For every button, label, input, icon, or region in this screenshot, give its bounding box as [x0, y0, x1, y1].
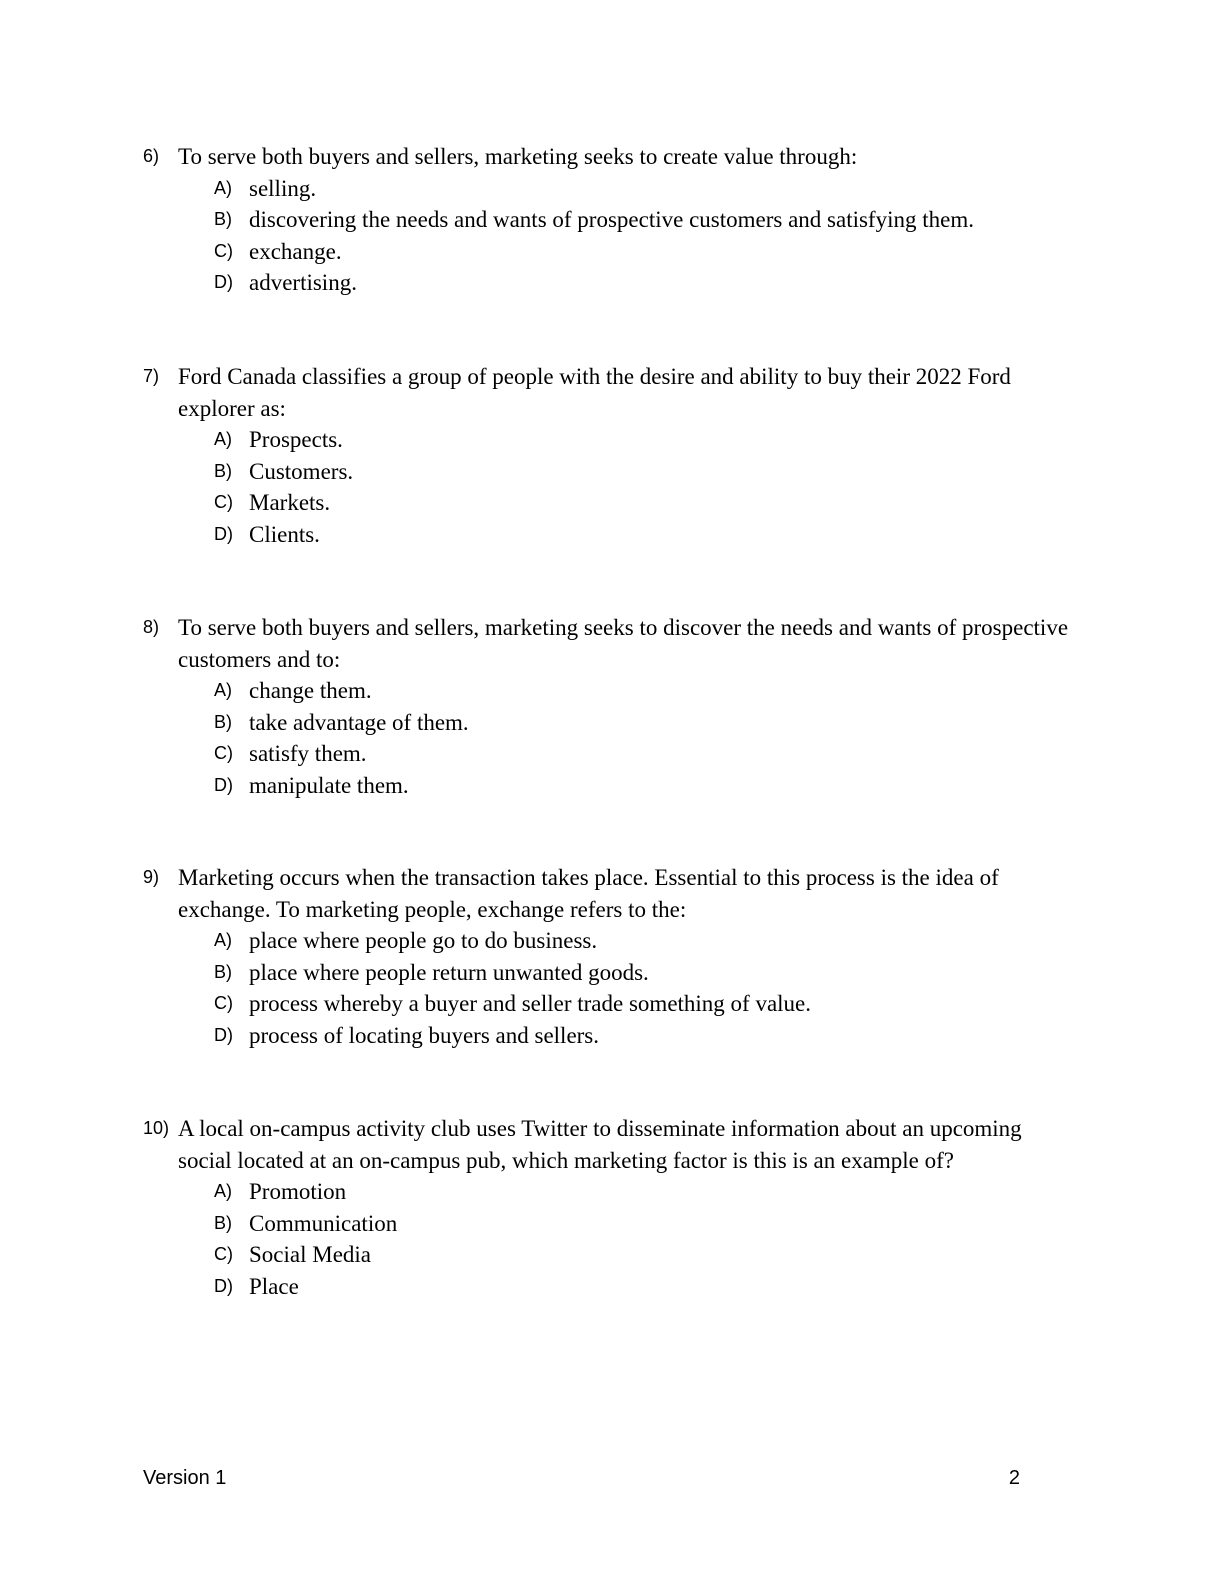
- question-number: 9): [143, 867, 160, 887]
- answer-options: [143, 173, 1073, 299]
- option-letter: B): [214, 961, 232, 982]
- answer-options: [143, 424, 1073, 550]
- option-letter: A): [214, 680, 232, 700]
- footer-page-number: 2: [1008, 1467, 1020, 1489]
- answer-options: [143, 675, 1073, 801]
- option-text: selling.: [249, 175, 317, 201]
- answer-option-d: [143, 770, 1073, 802]
- question-9: [143, 862, 1073, 1051]
- option-text: advertising.: [249, 270, 357, 295]
- option-text: Place: [249, 1273, 299, 1299]
- option-letter: A): [214, 177, 232, 198]
- option-letter: D): [214, 272, 233, 292]
- answer-option-c: [143, 738, 1073, 770]
- answer-option-c: [143, 487, 1073, 519]
- question-6: [143, 141, 1073, 299]
- answer-option-d: [143, 1271, 1073, 1303]
- question-number: 7): [143, 366, 160, 386]
- question-text: A local on-campus activity club uses Twitter to disseminate information about an upcoming social located at an on-campus pub, which marketing factor is this is an example of?: [178, 1116, 1022, 1173]
- answer-option-c: [143, 236, 1073, 268]
- option-text: Customers.: [249, 458, 354, 484]
- answer-option-d: [143, 1020, 1073, 1052]
- option-text: process of locating buyers and sellers.: [249, 1022, 600, 1048]
- question-stem: [143, 612, 1073, 675]
- option-text: manipulate them.: [249, 772, 409, 798]
- answer-option-a: [143, 925, 1073, 957]
- option-text: place where people go to do business.: [249, 928, 598, 953]
- answer-option-a: [143, 424, 1073, 456]
- question-stem: [143, 1113, 1073, 1176]
- option-text: Prospects.: [249, 427, 343, 452]
- answer-option-b: [143, 204, 1073, 236]
- answer-option-b: [143, 957, 1073, 989]
- answer-options: [143, 925, 1073, 1051]
- option-text: process whereby a buyer and seller trade something of value.: [249, 991, 812, 1016]
- question-text: To serve both buyers and sellers, marketing seeks to discover the needs and wants of prospective customers and to:: [178, 615, 1069, 672]
- option-text: satisfy them.: [249, 741, 367, 766]
- option-letter: A): [214, 930, 232, 950]
- question-7: [143, 361, 1073, 550]
- question-8: [143, 612, 1073, 801]
- question-number: 6): [143, 146, 160, 166]
- option-letter: C): [214, 743, 233, 763]
- answer-option-a: [143, 675, 1073, 707]
- option-letter: C): [214, 240, 233, 261]
- option-letter: D): [214, 1275, 233, 1296]
- question-stem: [143, 862, 1073, 925]
- option-letter: D): [214, 1024, 233, 1045]
- answer-option-a: [143, 173, 1073, 205]
- option-letter: C): [214, 1244, 233, 1264]
- option-letter: B): [214, 460, 232, 481]
- option-text: Social Media: [249, 1242, 371, 1267]
- option-text: take advantage of them.: [249, 709, 469, 735]
- option-text: Promotion: [249, 1179, 347, 1204]
- question-number: 10): [143, 1118, 170, 1138]
- answer-option-c: [143, 1239, 1073, 1271]
- option-letter: A): [214, 1181, 232, 1201]
- question-text: Marketing occurs when the transaction takes place. Essential to this process is the idea of exchange. To marketing people, exchange refers to the:: [178, 865, 999, 922]
- option-letter: C): [214, 993, 233, 1013]
- option-letter: C): [214, 492, 233, 512]
- option-letter: B): [214, 209, 232, 229]
- option-text: place where people return unwanted goods.: [249, 959, 649, 985]
- option-text: change them.: [249, 678, 372, 703]
- option-letter: B): [214, 711, 232, 732]
- question-text: To serve both buyers and sellers, marketing seeks to create value through:: [178, 144, 858, 169]
- answer-option-d: [143, 519, 1073, 551]
- question-stem: [143, 361, 1073, 424]
- footer-version: Version 1: [143, 1467, 227, 1489]
- question-number: 8): [143, 617, 160, 637]
- option-text: Clients.: [249, 521, 320, 547]
- option-letter: D): [214, 774, 233, 795]
- answer-options: [143, 1176, 1073, 1302]
- option-text: Markets.: [249, 490, 331, 515]
- option-letter: D): [214, 523, 233, 544]
- answer-option-b: [143, 456, 1073, 488]
- answer-option-d: [143, 267, 1073, 299]
- option-text: exchange.: [249, 238, 342, 264]
- answer-option-b: [143, 1208, 1073, 1240]
- option-text: discovering the needs and wants of prospective customers and satisfying them.: [249, 207, 974, 232]
- option-letter: A): [214, 429, 232, 449]
- answer-option-b: [143, 707, 1073, 739]
- question-text: Ford Canada classifies a group of people with the desire and ability to buy their 2022 Ford explorer as:: [178, 364, 1011, 421]
- option-letter: B): [214, 1212, 232, 1233]
- answer-option-c: [143, 988, 1073, 1020]
- question-10: [143, 1113, 1073, 1302]
- answer-option-a: [143, 1176, 1073, 1208]
- question-stem: [143, 141, 1073, 173]
- option-text: Communication: [249, 1210, 398, 1236]
